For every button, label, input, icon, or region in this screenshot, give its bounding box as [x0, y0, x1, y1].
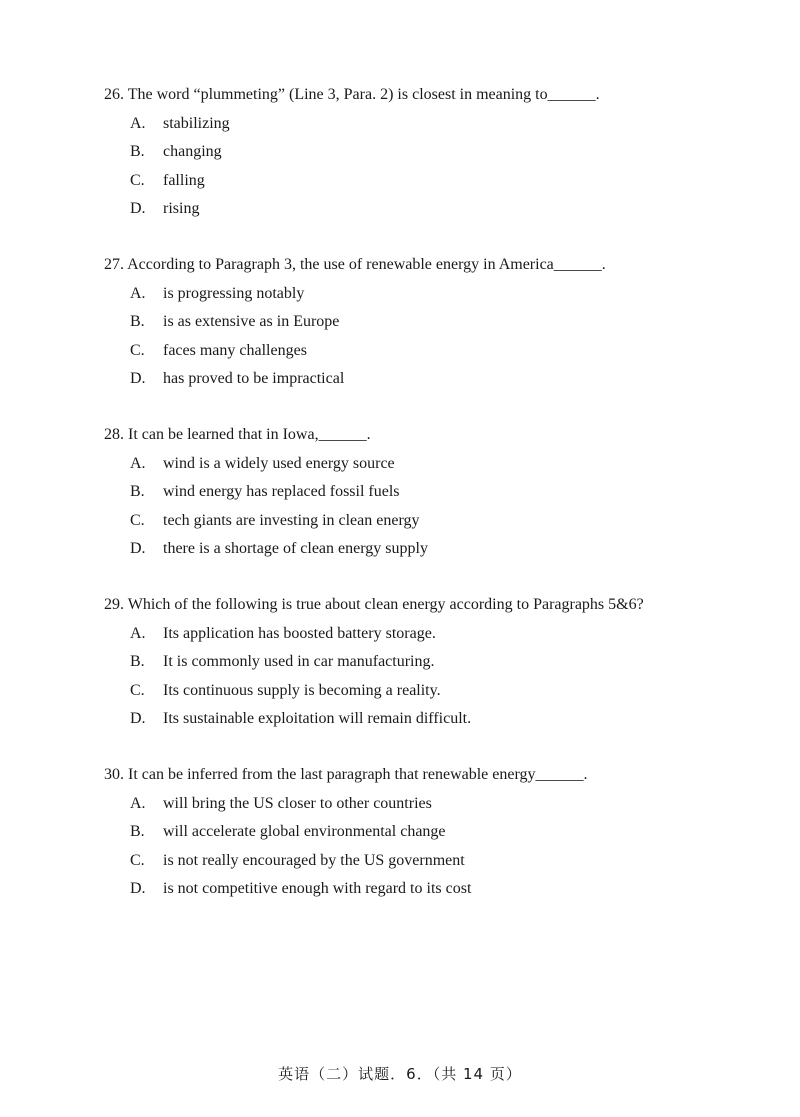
option-letter: C.: [130, 171, 145, 189]
option-letter: A.: [130, 454, 146, 472]
option-letter: C.: [130, 851, 145, 869]
option-d: [104, 709, 744, 729]
option-text: is progressing notably: [163, 284, 305, 302]
question-stem: [104, 85, 744, 105]
option-letter: C.: [130, 341, 145, 359]
option-letter: D.: [130, 200, 146, 217]
option-text: rising: [163, 200, 200, 217]
option-text: stabilizing: [163, 114, 230, 132]
option-letter: D.: [130, 880, 146, 897]
option-d: [104, 539, 744, 559]
option-letter: D.: [130, 710, 146, 727]
question-number: 26.: [104, 86, 124, 103]
option-d: [104, 369, 744, 389]
option-text: Its application has boosted battery storage.: [163, 624, 436, 642]
option-text: wind is a widely used energy source: [163, 454, 395, 472]
option-text: faces many challenges: [163, 341, 307, 359]
option-text: tech giants are investing in clean energy: [163, 511, 420, 529]
option-text: falling: [163, 171, 205, 189]
option-letter: D.: [130, 540, 146, 557]
option-b: [104, 822, 744, 842]
option-text: is not competitive enough with regard to its cost: [163, 880, 472, 897]
option-text: will bring the US closer to other countries: [163, 794, 432, 812]
question-number: 28.: [104, 426, 124, 443]
option-text: is not really encouraged by the US government: [163, 851, 465, 869]
option-b: [104, 652, 744, 672]
question-number: 29.: [104, 596, 124, 613]
question-text: It can be learned that in Iowa,______.: [128, 426, 371, 443]
option-letter: A.: [130, 284, 146, 302]
option-c: [104, 511, 744, 531]
option-c: [104, 681, 744, 701]
option-text: changing: [163, 143, 222, 160]
option-a: [104, 794, 744, 814]
option-text: Its sustainable exploitation will remain difficult.: [163, 710, 472, 727]
option-letter: C.: [130, 681, 145, 699]
option-b: [104, 142, 744, 162]
option-a: [104, 284, 744, 304]
option-c: [104, 851, 744, 871]
question-text: It can be inferred from the last paragraph that renewable energy______.: [128, 766, 588, 783]
option-letter: B.: [130, 143, 145, 160]
option-text: It is commonly used in car manufacturing.: [163, 653, 435, 670]
question-stem: [104, 765, 744, 785]
option-letter: B.: [130, 483, 145, 500]
option-d: [104, 199, 744, 219]
option-text: will accelerate global environmental change: [163, 823, 446, 840]
option-letter: D.: [130, 370, 146, 387]
question-27: [104, 255, 744, 398]
question-number: 27.: [104, 256, 124, 273]
option-text: Its continuous supply is becoming a reality.: [163, 681, 441, 699]
option-letter: A.: [130, 794, 146, 812]
page-footer: 英语（二）试题．6．（共 14 页）: [278, 1065, 522, 1083]
question-stem: [104, 425, 744, 445]
option-letter: B.: [130, 313, 145, 330]
option-a: [104, 454, 744, 474]
option-a: [104, 114, 744, 134]
option-c: [104, 341, 744, 361]
option-b: [104, 312, 744, 332]
question-28: [104, 425, 744, 568]
question-stem: [104, 255, 744, 275]
question-26: [104, 85, 744, 228]
option-text: is as extensive as in Europe: [163, 313, 340, 330]
option-letter: B.: [130, 653, 145, 670]
option-b: [104, 482, 744, 502]
question-29: [104, 595, 744, 738]
option-letter: C.: [130, 511, 145, 529]
question-stem: [104, 595, 744, 615]
option-d: [104, 879, 744, 899]
question-text: Which of the following is true about clean energy according to Paragraphs 5&6?: [127, 596, 644, 613]
option-letter: B.: [130, 823, 145, 840]
option-text: has proved to be impractical: [163, 370, 345, 387]
option-letter: A.: [130, 114, 146, 132]
option-letter: A.: [130, 624, 146, 642]
option-text: there is a shortage of clean energy supply: [163, 540, 428, 557]
option-a: [104, 624, 744, 644]
option-text: wind energy has replaced fossil fuels: [163, 483, 400, 500]
question-30: [104, 765, 744, 908]
question-text: According to Paragraph 3, the use of renewable energy in America______.: [127, 256, 606, 273]
question-text: The word “plummeting” (Line 3, Para. 2) is closest in meaning to______.: [127, 86, 600, 103]
question-number: 30.: [104, 766, 124, 783]
option-c: [104, 171, 744, 191]
